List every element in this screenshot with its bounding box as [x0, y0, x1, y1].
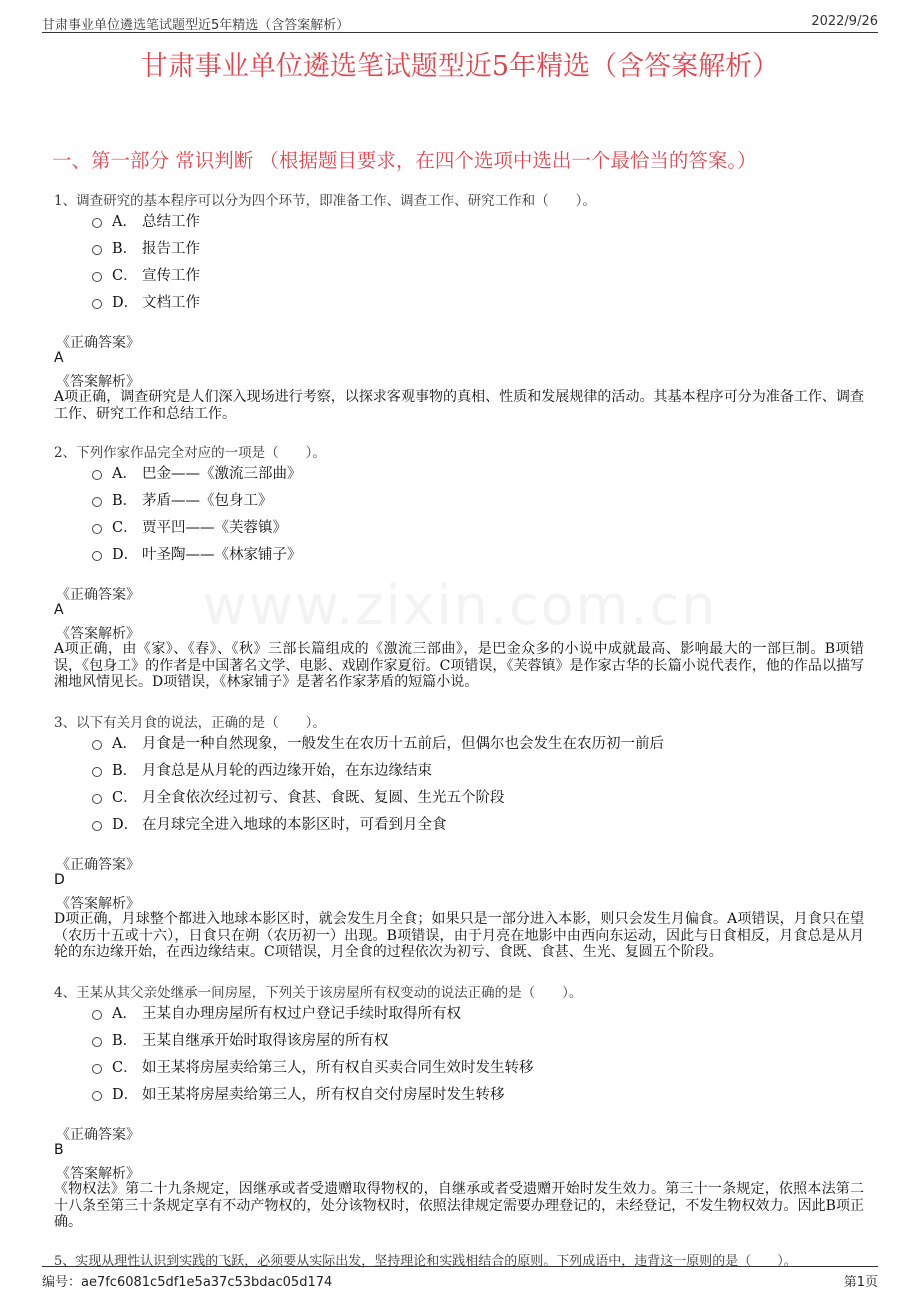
document-title: 甘肃事业单位遴选笔试题型近5年精选（含答案解析） [140, 51, 780, 82]
radio-icon[interactable] [92, 767, 102, 777]
question-4-stem: 4、王某从其父亲处继承一间房屋，下列关于该房屋所有权变动的说法正确的是（ ）。 [54, 985, 583, 1001]
option-text: 贾平凹——《芙蓉镇》 [142, 520, 287, 536]
page-footer [42, 1266, 878, 1289]
question-3-option-a[interactable] [92, 732, 664, 753]
question-1-option-a[interactable] [92, 210, 200, 231]
radio-icon[interactable] [92, 218, 102, 228]
option-letter: D． [112, 817, 139, 833]
radio-icon[interactable] [92, 299, 102, 309]
option-letter: A． [112, 214, 137, 230]
option-text: 茅盾——《包身工》 [142, 493, 273, 509]
radio-icon[interactable] [92, 740, 102, 750]
option-text: 宣传工作 [142, 268, 200, 284]
radio-icon[interactable] [92, 497, 102, 507]
analysis-label: 《答案解析》 [56, 626, 140, 642]
question-3-option-b[interactable] [92, 759, 432, 780]
question-4-option-c[interactable] [92, 1056, 534, 1077]
question-1-stem: 1、调查研究的基本程序可以分为四个环节，即准备工作、调查工作、研究工作和（ ）。 [54, 193, 596, 209]
option-text: 月食总是从月轮的西边缘开始，在东边缘结束 [142, 763, 432, 779]
option-text: 月食是一种自然现象，一般发生在农历十五前后，但偶尔也会发生在农历初一前后 [142, 736, 664, 752]
correct-answer-label: 《正确答案》 [56, 857, 140, 873]
analysis-label: 《答案解析》 [56, 374, 140, 390]
option-text: 在月球完全进入地球的本影区时，可看到月全食 [142, 817, 447, 833]
header-date: 2022/9/26 [811, 14, 878, 29]
analysis-label: 《答案解析》 [56, 1166, 140, 1182]
radio-icon[interactable] [92, 794, 102, 804]
option-letter: B． [112, 241, 138, 257]
option-letter: C． [112, 268, 138, 284]
option-text: 王某自继承开始时取得该房屋的所有权 [142, 1033, 389, 1049]
question-2-option-d[interactable] [92, 543, 302, 564]
watermark: www.zixin.com.cn [202, 574, 718, 637]
option-text: 文档工作 [142, 295, 200, 311]
radio-icon[interactable] [92, 272, 102, 282]
question-1-option-c[interactable] [92, 264, 200, 285]
question-4-option-a[interactable] [92, 1002, 461, 1023]
radio-icon[interactable] [92, 1037, 102, 1047]
page-header [42, 12, 878, 33]
footer-page-number: 第1页 [843, 1275, 878, 1290]
correct-answer-label: 《正确答案》 [56, 1127, 140, 1143]
question-5-stem-cutoff: 5、实现从理性认识到实践的飞跃，必须要从实际出发，坚持理论和实践相结合的原则。下列成语中，违背这一原则的是（ ）。 [54, 1254, 797, 1269]
option-text: 巴金——《激流三部曲》 [142, 466, 302, 482]
radio-icon[interactable] [92, 1091, 102, 1101]
question-2-stem: 2、下列作家作品完全对应的一项是（ ）。 [54, 445, 326, 461]
option-letter: B． [112, 1033, 138, 1049]
question-1-option-b[interactable] [92, 237, 200, 258]
option-text: 叶圣陶——《林家铺子》 [142, 547, 302, 563]
question-2-option-a[interactable] [92, 462, 302, 483]
option-text: 月全食依次经过初亏、食甚、食既、复圆、生光五个阶段 [142, 790, 505, 806]
question-3-option-d[interactable] [92, 813, 447, 834]
option-letter: C． [112, 790, 138, 806]
option-text: 如王某将房屋卖给第三人，所有权自买卖合同生效时发生转移 [142, 1060, 534, 1076]
footer-doc-code: 编号：ae7fc6081c5df1e5a37c53bdac05d174 [42, 1275, 333, 1290]
radio-icon[interactable] [92, 1064, 102, 1074]
radio-icon[interactable] [92, 1010, 102, 1020]
option-letter: A． [112, 736, 137, 752]
question-4-option-d[interactable] [92, 1083, 505, 1104]
question-4-analysis: 《物权法》第二十九条规定，因继承或者受遗赠取得物权的，自继承或者受遗赠开始时发生效力。第三十一条规定，依照本法第二十八条至第三十条规定享有不动产物权的，处分该物权时，依照法律规定需要办理登记的，未经登记，不发生物权效力。因此B项正确。 [54, 1181, 864, 1230]
option-text: 总结工作 [142, 214, 200, 230]
option-text: 如王某将房屋卖给第三人，所有权自交付房屋时发生转移 [142, 1087, 505, 1103]
question-3-option-c[interactable] [92, 786, 505, 807]
correct-answer-label: 《正确答案》 [56, 587, 140, 603]
question-3-analysis: D项正确，月球整个都进入地球本影区时，就会发生月全食；如果只是一部分进入本影，则只会发生月偏食。A项错误，月食只在望（农历十五或十六），日食只在朔（农历初一）出现。B项错误，由于月亮在地影中由西向东运动，因此与日食相反，月食总是从月轮的东边缘开始，在西边缘结束。C项错误，月全食的过程依次为初亏、食既、食甚、生光、复圆五个阶段。 [54, 911, 864, 960]
question-1-answer: A [54, 350, 64, 366]
radio-icon[interactable] [92, 551, 102, 561]
option-letter: B． [112, 763, 138, 779]
question-2-option-c[interactable] [92, 516, 287, 537]
option-letter: A． [112, 1006, 137, 1022]
radio-icon[interactable] [92, 524, 102, 534]
option-text: 报告工作 [142, 241, 200, 257]
question-1-option-d[interactable] [92, 291, 200, 312]
option-letter: C． [112, 1060, 138, 1076]
option-text: 王某自办理房屋所有权过户登记手续时取得所有权 [142, 1006, 461, 1022]
option-letter: A． [112, 466, 137, 482]
question-4-answer: B [54, 1142, 64, 1158]
option-letter: C． [112, 520, 138, 536]
question-3-stem: 3、以下有关月食的说法，正确的是（ ）。 [54, 715, 326, 731]
header-doc-title: 甘肃事业单位遴选笔试题型近5年精选（含答案解析） [42, 18, 350, 33]
analysis-label: 《答案解析》 [56, 896, 140, 912]
section-heading: 一、第一部分 常识判断 （根据题目要求，在四个选项中选出一个最恰当的答案。） [52, 149, 757, 172]
question-4-option-b[interactable] [92, 1029, 389, 1050]
question-2-answer: A [54, 602, 64, 618]
question-2-option-b[interactable] [92, 489, 273, 510]
option-letter: B． [112, 493, 138, 509]
radio-icon[interactable] [92, 821, 102, 831]
question-3-answer: D [54, 872, 65, 888]
question-1-analysis: A项正确，调查研究是人们深入现场进行考察，以探求客观事物的真相、性质和发展规律的活动。其基本程序可分为准备工作、调查工作、研究工作和总结工作。 [54, 389, 864, 422]
radio-icon[interactable] [92, 470, 102, 480]
question-2-analysis: A项正确，由《家》、《春》、《秋》三部长篇组成的《激流三部曲》，是巴金众多的小说中成就最高、影响最大的一部巨制。B项错误，《包身工》的作者是中国著名文学、电影、戏剧作家夏衍。C项错误，《芙蓉镇》是作家古华的长篇小说代表作，他的作品以描写湘地风情见长。D项错误，《林家铺子》是著名作家茅盾的短篇小说。 [54, 641, 864, 690]
option-letter: D． [112, 547, 139, 563]
option-letter: D． [112, 1087, 139, 1103]
radio-icon[interactable] [92, 245, 102, 255]
option-letter: D． [112, 295, 139, 311]
correct-answer-label: 《正确答案》 [56, 335, 140, 351]
